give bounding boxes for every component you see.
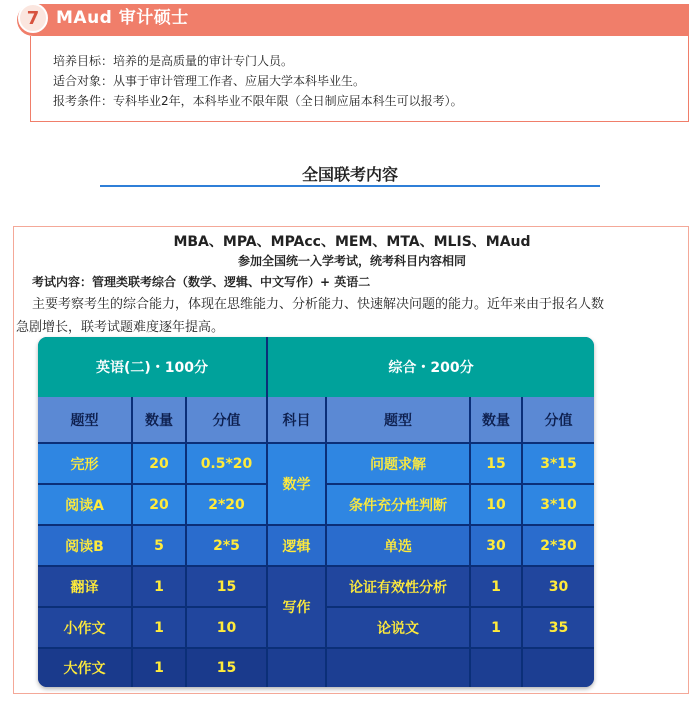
comp-row-1-score: 3*15 [523, 444, 594, 485]
exam-title: 全国联考内容 [301, 165, 398, 184]
subject-logic: 逻辑 [268, 526, 327, 567]
comp-row-3-type: 单选 [327, 526, 471, 567]
en-row-2-count: 20 [133, 485, 187, 526]
en-row-1-type: 完形 [38, 444, 133, 485]
subject-math: 数学 [268, 444, 327, 526]
col-head-comp-type: 题型 [327, 397, 471, 444]
comprehensive-header: 综合・200分 [268, 337, 594, 397]
comp-row-5-type: 论说文 [327, 608, 471, 649]
comp-empty-score [523, 649, 594, 687]
comp-row-3-count: 30 [471, 526, 523, 567]
col-head-subject: 科目 [268, 397, 327, 444]
comp-row-5-count: 1 [471, 608, 523, 649]
col-head-en-type: 题型 [38, 397, 133, 444]
section-title: MAud 审计硕士 [56, 8, 189, 28]
section-number-badge: 7 [18, 3, 48, 33]
en-row-3-score: 2*5 [187, 526, 268, 567]
en-row-4-count: 1 [133, 567, 187, 608]
unified-exam-line: 参加全国统一入学考试，统考科目内容相同 [237, 254, 466, 268]
comp-empty-count [471, 649, 523, 687]
programs-line: MBA、MPA、MPAcc、MEM、MTA、MLIS、MAud [173, 234, 531, 250]
en-row-2-type: 阅读A [38, 485, 133, 526]
comp-row-2-score: 3*10 [523, 485, 594, 526]
exam-score-table [38, 337, 594, 687]
en-row-6-score: 15 [187, 649, 268, 687]
en-row-5-score: 10 [187, 608, 268, 649]
info-line-requirement: 报考条件：专科毕业2年，本科毕业不限年限（全日制应届本科生可以报考）。 [53, 94, 463, 108]
subject-empty-cell [268, 649, 327, 687]
en-row-1-score: 0.5*20 [187, 444, 268, 485]
en-row-1-count: 20 [133, 444, 187, 485]
comp-row-5-score: 35 [523, 608, 594, 649]
description-line-1: 主要考察考生的综合能力，体现在思维能力、分析能力、快速解决问题的能力。近年来由于报名人数 [32, 297, 605, 312]
en-row-3-type: 阅读B [38, 526, 133, 567]
comp-row-4-type: 论证有效性分析 [327, 567, 471, 608]
comp-row-2-type: 条件充分性判断 [327, 485, 471, 526]
comp-row-4-score: 30 [523, 567, 594, 608]
info-line-goal: 培养目标：培养的是高质量的审计专门人员。 [53, 54, 294, 68]
col-head-comp-score: 分值 [523, 397, 594, 444]
en-row-5-count: 1 [133, 608, 187, 649]
section-info-box [30, 36, 689, 122]
english-header: 英语(二)・100分 [38, 337, 268, 397]
en-row-2-score: 2*20 [187, 485, 268, 526]
comp-row-1-count: 15 [471, 444, 523, 485]
en-row-4-type: 翻译 [38, 567, 133, 608]
comp-row-1-type: 问题求解 [327, 444, 471, 485]
comp-row-2-count: 10 [471, 485, 523, 526]
comp-row-3-score: 2*30 [523, 526, 594, 567]
en-row-6-type: 大作文 [38, 649, 133, 687]
en-row-6-count: 1 [133, 649, 187, 687]
en-row-5-type: 小作文 [38, 608, 133, 649]
col-head-en-score: 分值 [187, 397, 268, 444]
col-head-comp-count: 数量 [471, 397, 523, 444]
comp-empty-type [327, 649, 471, 687]
info-line-audience: 适合对象：从事于审计管理工作者、应届大学本科毕业生。 [53, 74, 366, 88]
subject-writing: 写作 [268, 567, 327, 649]
col-head-en-count: 数量 [133, 397, 187, 444]
en-row-4-score: 15 [187, 567, 268, 608]
comp-row-4-count: 1 [471, 567, 523, 608]
en-row-3-count: 5 [133, 526, 187, 567]
description-line-2: 急剧增长，联考试题难度逐年提高。 [16, 320, 225, 335]
title-underline [100, 185, 600, 187]
exam-content-line: 考试内容：管理类联考综合（数学、逻辑、中文写作）+ 英语二 [32, 275, 371, 289]
